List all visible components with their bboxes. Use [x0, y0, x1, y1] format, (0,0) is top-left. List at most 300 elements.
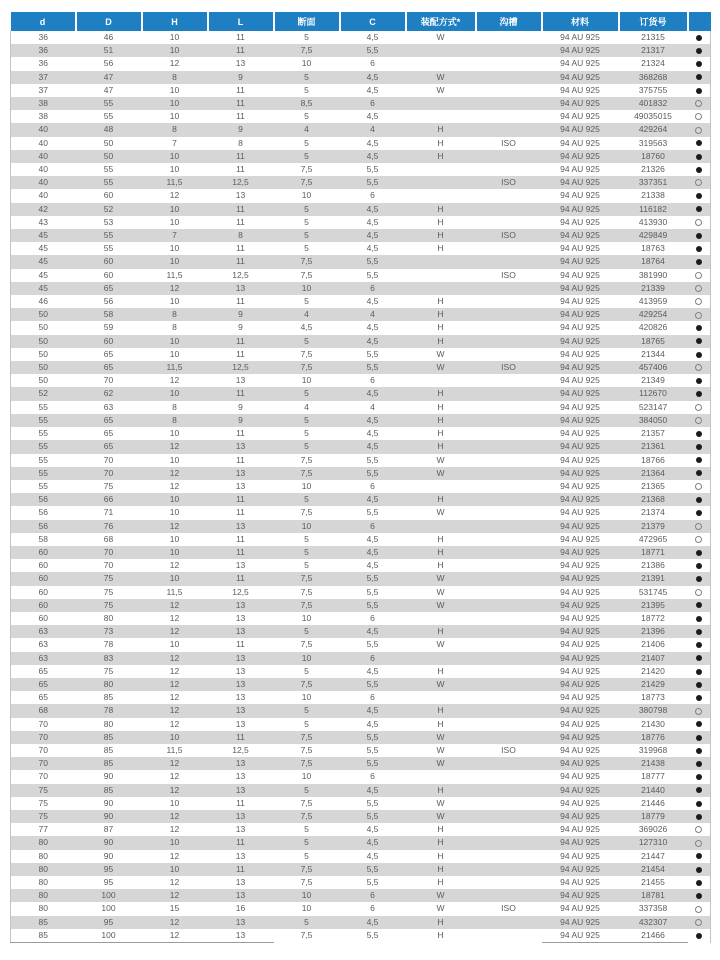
cell-mounting: H	[437, 877, 444, 887]
cell-H: 8	[172, 124, 177, 135]
availability-filled-icon	[696, 206, 702, 212]
cell-H: 12	[169, 375, 180, 386]
cell-C: 5,5	[366, 810, 379, 821]
cell-C: 5,5	[366, 930, 379, 941]
cell-material: 94 AU 925	[560, 916, 600, 927]
table-row	[11, 110, 711, 123]
cell-section: 10	[301, 520, 312, 531]
cell-material: 94 AU 925	[560, 758, 600, 769]
cell-section: 5	[304, 230, 309, 241]
cell-groove: ISO	[501, 269, 516, 280]
table-row	[11, 546, 711, 559]
cell-mounting: H	[437, 560, 444, 571]
cell-L: 11	[236, 388, 245, 399]
cell-section: 5	[304, 626, 309, 637]
cell-d: 70	[11, 757, 76, 770]
cell-d: 40	[11, 189, 76, 202]
cell-H: 12	[169, 810, 180, 821]
cell-H: 11,5	[166, 362, 183, 373]
cell-C: 6	[370, 612, 375, 623]
cell-H: 10	[169, 216, 180, 227]
cell-L: 9	[238, 322, 243, 333]
cell-L: 8	[238, 230, 243, 241]
cell-order_no: 401832	[638, 98, 668, 109]
cell-groove	[476, 691, 542, 704]
cell-D: 95	[103, 916, 114, 927]
cell-order_no: 319563	[638, 137, 668, 148]
cell-d: 60	[11, 599, 76, 612]
table-row	[11, 31, 711, 44]
cell-availability	[688, 374, 711, 387]
cell-L: 13	[208, 929, 274, 943]
cell-section: 10	[301, 190, 312, 201]
cell-D: 60	[103, 335, 114, 346]
cell-D: 55	[103, 164, 114, 175]
cell-D: 60	[103, 190, 114, 201]
cell-order_no: 21317	[641, 45, 665, 56]
availability-filled-icon	[696, 431, 702, 437]
cell-H: 7	[172, 230, 177, 241]
cell-H: 12	[169, 190, 180, 201]
cell-L: 11	[236, 348, 245, 359]
cell-mounting: H	[437, 916, 444, 927]
cell-C: 4,5	[366, 533, 379, 544]
availability-filled-icon	[696, 193, 702, 199]
cell-order_no: 18777	[641, 771, 665, 782]
cell-material: 94 AU 925	[560, 546, 600, 557]
availability-open-icon	[695, 100, 702, 107]
cell-mounting	[406, 163, 476, 176]
cell-groove	[476, 836, 542, 849]
cell-availability	[688, 31, 711, 44]
cell-d: 55	[11, 440, 76, 453]
cell-mounting: W	[436, 744, 445, 755]
cell-material: 94 AU 925	[560, 58, 600, 69]
cell-mounting: H	[437, 388, 444, 399]
cell-availability	[688, 203, 711, 216]
availability-open-icon	[695, 536, 702, 543]
cell-D: 90	[103, 837, 114, 848]
cell-groove	[476, 863, 542, 876]
cell-section: 7,5	[300, 454, 313, 465]
cell-D: 83	[103, 652, 114, 663]
cell-D: 100	[101, 890, 116, 901]
cell-groove	[476, 506, 542, 519]
cell-mounting	[406, 189, 476, 202]
cell-C: 4,5	[366, 718, 379, 729]
cell-section: 7,5	[300, 863, 313, 874]
cell-groove	[476, 718, 542, 731]
cell-availability	[688, 414, 711, 427]
cell-order_no: 21429	[641, 678, 665, 689]
cell-H: 12	[169, 705, 180, 716]
cell-H: 10	[169, 837, 180, 848]
availability-filled-icon	[696, 893, 702, 899]
cell-groove	[476, 704, 542, 717]
cell-H: 10	[169, 98, 180, 109]
cell-availability	[688, 189, 711, 202]
cell-mounting	[406, 691, 476, 704]
cell-groove	[476, 84, 542, 97]
cell-D: 87	[103, 824, 114, 835]
cell-availability	[688, 163, 711, 176]
cell-C: 5,5	[366, 467, 379, 478]
cell-material: 94 AU 925	[560, 520, 600, 531]
cell-groove	[476, 374, 542, 387]
cell-mounting	[406, 255, 476, 268]
cell-section: 7,5	[300, 586, 313, 597]
cell-D: 85	[103, 692, 114, 703]
availability-open-icon	[695, 840, 702, 847]
cell-section: 7,5	[300, 573, 313, 584]
cell-availability	[688, 836, 711, 849]
cell-C: 5,5	[366, 362, 379, 373]
cell-mounting: H	[437, 824, 444, 835]
cell-d: 56	[11, 493, 76, 506]
availability-filled-icon	[696, 880, 702, 886]
cell-C: 4,5	[366, 837, 379, 848]
cell-section: 5	[304, 414, 309, 425]
column-header-H: H	[142, 12, 208, 31]
cell-D: 56	[103, 58, 114, 69]
cell-order_no: 21324	[641, 58, 665, 69]
cell-section: 7,5	[300, 744, 313, 755]
cell-C: 5,5	[366, 507, 379, 518]
cell-mounting	[406, 652, 476, 665]
cell-section: 10	[301, 612, 312, 623]
cell-mounting: H	[437, 296, 444, 307]
cell-section: 7,5	[300, 731, 313, 742]
cell-D: 71	[103, 507, 114, 518]
cell-C: 5,5	[366, 586, 379, 597]
cell-D: 73	[103, 626, 114, 637]
cell-d: 40	[11, 137, 76, 150]
cell-D: 90	[103, 810, 114, 821]
cell-order_no: 21438	[641, 758, 665, 769]
cell-availability	[688, 361, 711, 374]
cell-availability	[688, 216, 711, 229]
cell-section: 7,5	[300, 639, 313, 650]
cell-groove: ISO	[501, 177, 516, 188]
cell-material: 94 AU 925	[560, 243, 600, 254]
cell-mounting	[406, 57, 476, 70]
table-row	[11, 612, 711, 625]
cell-section: 7,5	[300, 599, 313, 610]
cell-mounting	[406, 520, 476, 533]
cell-d: 55	[11, 480, 76, 493]
cell-groove	[476, 546, 542, 559]
cell-mounting: W	[436, 348, 445, 359]
cell-material: 94 AU 925	[560, 388, 600, 399]
cell-H: 12	[169, 665, 180, 676]
cell-d: 40	[11, 176, 76, 189]
cell-material: 94 AU 925	[560, 626, 600, 637]
cell-L: 13	[235, 850, 246, 861]
cell-availability	[688, 876, 711, 889]
cell-mounting: H	[437, 665, 444, 676]
cell-section: 5	[304, 441, 309, 452]
table-row	[11, 57, 711, 70]
availability-filled-icon	[696, 576, 702, 582]
cell-availability	[688, 57, 711, 70]
cell-C: 4,5	[366, 441, 379, 452]
cell-groove	[476, 731, 542, 744]
cell-H: 12	[169, 850, 180, 861]
cell-d: 70	[11, 718, 76, 731]
cell-section: 8,5	[300, 98, 313, 109]
cell-D: 65	[103, 428, 114, 439]
cell-D: 50	[103, 150, 114, 161]
cell-order_no: 112670	[639, 388, 667, 399]
column-header-mounting: 装配方式*	[406, 12, 476, 31]
cell-mounting: H	[437, 494, 444, 505]
table-row	[11, 321, 711, 334]
cell-order_no: 21379	[641, 520, 665, 531]
cell-availability	[688, 150, 711, 163]
cell-D: 90	[103, 797, 114, 808]
table-row	[11, 176, 711, 189]
cell-L: 13	[235, 916, 246, 927]
cell-material: 94 AU 925	[560, 744, 600, 755]
table-row	[11, 123, 711, 136]
table-row	[11, 335, 711, 348]
cell-availability	[688, 454, 711, 467]
cell-availability	[688, 295, 711, 308]
cell-D: 65	[103, 414, 114, 425]
cell-C: 4,5	[366, 546, 379, 557]
cell-order_no: 21446	[641, 797, 665, 808]
cell-H: 12	[169, 652, 180, 663]
cell-L: 11	[236, 731, 245, 742]
cell-C: 4	[370, 309, 375, 320]
cell-H: 10	[169, 256, 180, 267]
cell-d: 80	[11, 902, 76, 915]
cell-d: 40	[11, 150, 76, 163]
cell-L: 9	[238, 71, 243, 82]
cell-material: 94 AU 925	[560, 467, 600, 478]
cell-groove	[476, 612, 542, 625]
cell-L: 11	[236, 837, 245, 848]
table-row	[11, 731, 711, 744]
cell-section: 5	[304, 533, 309, 544]
cell-order_no: 375755	[638, 84, 668, 95]
cell-D: 85	[103, 758, 114, 769]
availability-filled-icon	[696, 48, 702, 54]
cell-d: 63	[11, 625, 76, 638]
cell-order_no: 413930	[638, 216, 668, 227]
table-row	[11, 876, 711, 889]
cell-H: 12	[169, 678, 180, 689]
cell-order_no: 21396	[641, 626, 665, 637]
cell-material: 94 AU 925	[560, 441, 600, 452]
cell-order_no: 337358	[638, 903, 668, 914]
cell-section: 7,5	[300, 930, 313, 941]
cell-L: 13	[235, 612, 246, 623]
table-row	[11, 850, 711, 863]
cell-section: 10	[301, 480, 312, 491]
cell-material: 94 AU 925	[560, 586, 600, 597]
cell-L: 11	[236, 533, 245, 544]
cell-mounting: W	[436, 32, 445, 42]
cell-d: 80	[11, 876, 76, 889]
cell-order_no: 21386	[641, 560, 665, 571]
table-row	[11, 203, 711, 216]
cell-section: 7,5	[300, 797, 313, 808]
availability-filled-icon	[696, 602, 702, 608]
cell-availability	[688, 757, 711, 770]
availability-filled-icon	[696, 35, 702, 41]
cell-D: 66	[103, 494, 114, 505]
availability-filled-icon	[696, 88, 702, 94]
cell-groove	[476, 348, 542, 361]
cell-section: 7,5	[300, 45, 313, 56]
cell-order_no: 384050	[638, 414, 668, 425]
cell-section: 10	[301, 652, 312, 663]
cell-material: 94 AU 925	[560, 335, 600, 346]
cell-mounting: W	[436, 84, 445, 95]
cell-d: 55	[11, 427, 76, 440]
cell-availability	[688, 718, 711, 731]
cell-D: 70	[103, 375, 114, 386]
cell-section: 10	[301, 58, 312, 69]
cell-mounting: W	[436, 797, 445, 808]
table-row	[11, 189, 711, 202]
cell-H: 10	[169, 45, 180, 56]
availability-open-icon	[695, 364, 702, 371]
cell-availability	[688, 797, 711, 810]
cell-material: 94 AU 925	[560, 401, 600, 412]
cell-section: 5	[304, 428, 309, 439]
cell-material: 94 AU 925	[560, 480, 600, 491]
cell-order_no: 21440	[641, 784, 665, 795]
table-row	[11, 295, 711, 308]
cell-H: 12	[169, 560, 180, 571]
cell-d: 45	[11, 242, 76, 255]
table-row	[11, 374, 711, 387]
cell-L: 13	[235, 58, 246, 69]
availability-filled-icon	[696, 259, 702, 265]
cell-L: 13	[235, 190, 246, 201]
cell-mounting	[406, 480, 476, 493]
cell-groove	[476, 625, 542, 638]
cell-H: 12	[169, 692, 180, 703]
cell-L: 11	[236, 243, 245, 254]
cell-material: 94 AU 925	[560, 797, 600, 808]
cell-material: 94 AU 925	[560, 309, 600, 320]
cell-H: 10	[169, 797, 180, 808]
availability-filled-icon	[696, 61, 702, 67]
cell-d: 70	[11, 770, 76, 783]
table-row	[11, 282, 711, 295]
cell-C: 4,5	[366, 428, 379, 439]
cell-D: 70	[103, 560, 114, 571]
availability-open-icon	[695, 298, 702, 305]
cell-C: 5,5	[366, 164, 379, 175]
cell-D: 80	[103, 678, 114, 689]
cell-groove	[476, 242, 542, 255]
cell-material: 94 AU 925	[560, 507, 600, 518]
availability-open-icon	[695, 285, 702, 292]
cell-section: 5	[304, 916, 309, 927]
cell-D: 46	[103, 32, 114, 42]
cell-mounting	[406, 44, 476, 57]
table-row	[11, 427, 711, 440]
cell-order_no: 472965	[638, 533, 668, 544]
cell-availability	[688, 704, 711, 717]
cell-mounting: W	[436, 599, 445, 610]
cell-H: 12	[169, 612, 180, 623]
cell-C: 4,5	[366, 32, 379, 42]
cell-order_no: 413959	[638, 296, 668, 307]
cell-groove	[476, 467, 542, 480]
cell-availability	[688, 348, 711, 361]
cell-D: 53	[103, 216, 114, 227]
availability-open-icon	[695, 404, 702, 411]
cell-section: 5	[304, 560, 309, 571]
cell-section: 10	[301, 692, 312, 703]
cell-order_no: 21454	[641, 863, 665, 874]
cell-order_no: 18776	[641, 731, 665, 742]
cell-groove: ISO	[501, 744, 516, 755]
cell-H: 10	[169, 32, 180, 42]
availability-open-icon	[695, 523, 702, 530]
cell-C: 6	[370, 652, 375, 663]
cell-d: 65	[11, 665, 76, 678]
cell-C: 5,5	[366, 797, 379, 808]
cell-d: 50	[11, 361, 76, 374]
cell-D: 59	[103, 322, 114, 333]
cell-d: 36	[11, 44, 76, 57]
cell-C: 5,5	[366, 177, 379, 188]
cell-order_no: 18772	[641, 612, 665, 623]
cell-d: 75	[11, 797, 76, 810]
cell-mounting: W	[436, 467, 445, 478]
cell-groove	[476, 110, 542, 123]
cell-D: 100	[76, 929, 142, 943]
availability-filled-icon	[696, 74, 702, 80]
cell-material: 94 AU 925	[560, 665, 600, 676]
cell-material: 94 AU 925	[560, 850, 600, 861]
cell-d: 55	[11, 401, 76, 414]
availability-filled-icon	[696, 616, 702, 622]
cell-L: 11	[236, 546, 245, 557]
cell-mounting: H	[437, 401, 444, 412]
cell-groove	[476, 757, 542, 770]
cell-groove: ISO	[501, 230, 516, 241]
cell-material: 94 AU 925	[560, 890, 600, 901]
availability-open-icon	[695, 417, 702, 424]
cell-d: 50	[11, 308, 76, 321]
column-header-d: d	[11, 12, 76, 31]
cell-availability	[688, 308, 711, 321]
cell-order_no: 531745	[638, 586, 668, 597]
cell-d: 45	[11, 229, 76, 242]
cell-groove	[476, 321, 542, 334]
cell-L: 13	[235, 441, 246, 452]
table-row	[11, 150, 711, 163]
availability-filled-icon	[696, 470, 702, 476]
cell-d: 60	[11, 572, 76, 585]
table-row	[11, 71, 711, 84]
cell-availability	[688, 823, 711, 836]
cell-L: 12,5	[232, 362, 249, 373]
table-row	[11, 638, 711, 651]
cell-groove	[476, 533, 542, 546]
cell-d: 75	[11, 784, 76, 797]
cell-order_no: 432307	[638, 916, 668, 927]
cell-mounting: H	[437, 441, 444, 452]
cell-d: 60	[11, 586, 76, 599]
